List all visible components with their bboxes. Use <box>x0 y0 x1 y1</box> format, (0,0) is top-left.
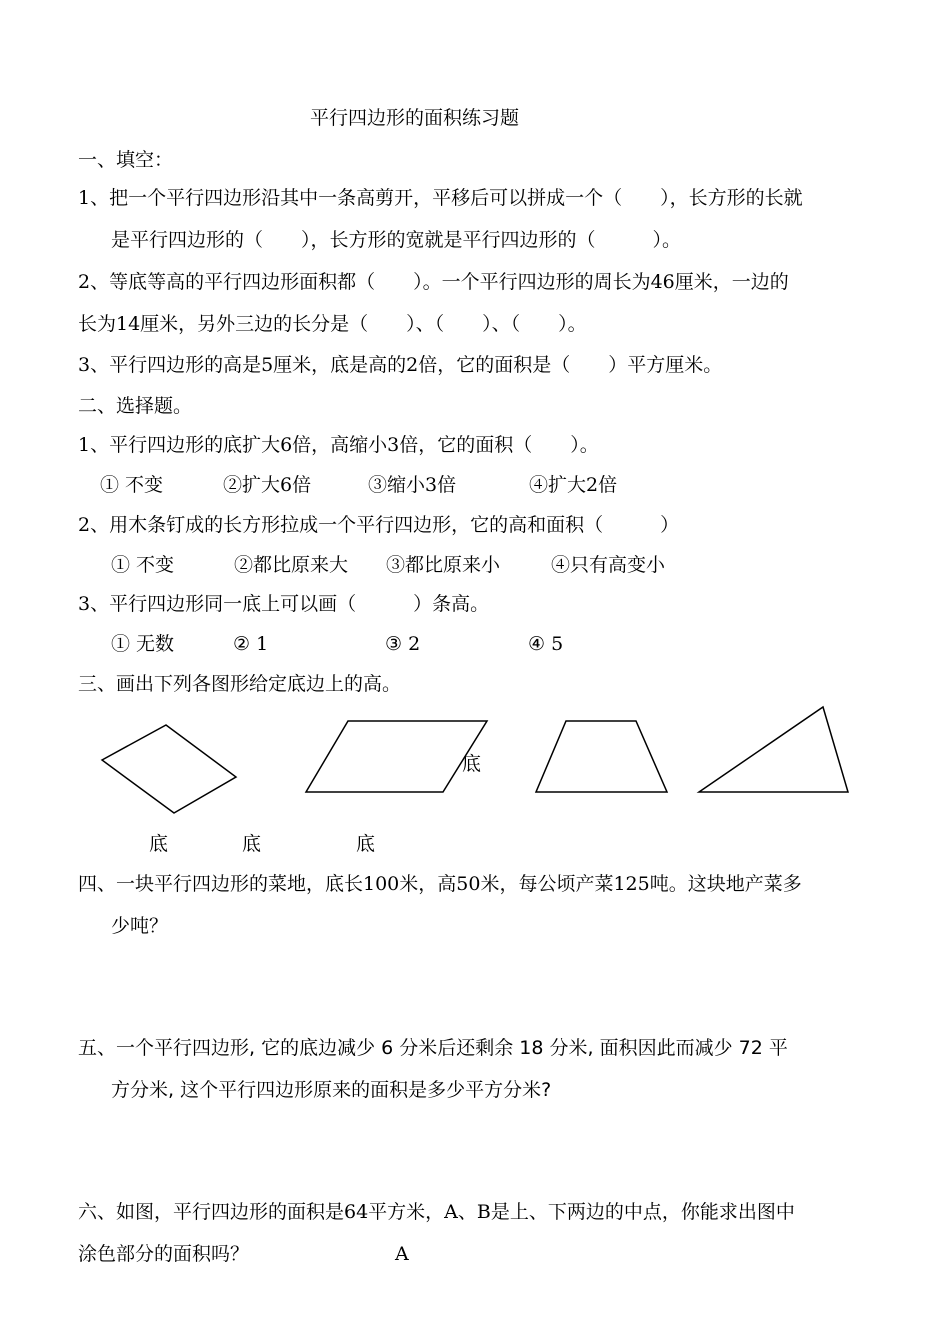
section-fill-blank-heading: 一、填空： <box>78 149 174 171</box>
fill-question-3: 3、平行四边形的高是5厘米，底是高的2倍，它的面积是（ ）平方厘米。 <box>78 354 723 376</box>
choice-1-option-b: ②扩大6倍 <box>223 474 312 496</box>
base-label-4: 底 <box>462 753 482 775</box>
page-title: 平行四边形的面积练习题 <box>310 107 520 129</box>
fill-question-2-line-2: 长为14厘米，另外三边的长分是（ ）、（ ）、（ ）。 <box>78 313 587 335</box>
word-problem-5-line-1: 五、一个平行四边形, 它的底边减少 6 分米后还剩余 18 分米, 面积因此而减少 72 平 <box>78 1037 788 1059</box>
choice-question-3-options <box>111 632 563 656</box>
choice-2-option-a: ① 不变 <box>111 554 175 576</box>
choice-1-option-c: ③缩小3倍 <box>368 474 457 496</box>
choice-3-option-a: ① 无数 <box>111 633 175 655</box>
choice-question-2-options <box>111 553 665 577</box>
word-problem-6-line-2: 涂色部分的面积吗？ <box>78 1243 250 1265</box>
base-label-3: 底 <box>356 833 376 855</box>
base-label-1: 底 <box>149 833 169 855</box>
word-problem-6-line-1: 六、如图，平行四边形的面积是64平方米，A、B是上、下两边的中点，你能求出图中 <box>78 1201 795 1223</box>
point-a-label: A <box>395 1243 409 1265</box>
choice-3-option-c: ③ 2 <box>385 633 421 655</box>
word-problem-5-line-2: 方分米, 这个平行四边形原来的面积是多少平方分米? <box>111 1079 552 1101</box>
choice-question-1: 1、平行四边形的底扩大6倍，高缩小3倍，它的面积（ ）。 <box>78 434 599 456</box>
choice-2-option-b: ②都比原来大 <box>234 554 349 576</box>
choice-3-option-b: ② 1 <box>233 633 269 655</box>
fill-question-2-line-1: 2、等底等高的平行四边形面积都（ ）。一个平行四边形的周长为46厘米，一边的 <box>78 271 789 293</box>
choice-2-option-c: ③都比原来小 <box>386 554 501 576</box>
fill-question-1-line-1: 1、把一个平行四边形沿其中一条高剪开，平移后可以拼成一个（ ），长方形的长就 <box>78 187 803 209</box>
fill-question-1-line-2: 是平行四边形的（ ），长方形的宽就是平行四边形的（ ）。 <box>111 229 682 251</box>
parallelogram-figure <box>306 721 487 792</box>
section-draw-height-heading: 三、画出下列各图形给定底边上的高。 <box>78 673 402 695</box>
choice-2-option-d: ④只有高变小 <box>551 554 666 576</box>
trapezoid-figure <box>536 721 667 792</box>
choice-question-2: 2、用木条钉成的长方形拉成一个平行四边形，它的高和面积（ ） <box>78 514 680 536</box>
choice-question-3: 3、平行四边形同一底上可以画（ ）条高。 <box>78 593 490 615</box>
rhombus-figure <box>102 725 236 813</box>
word-problem-4-line-2: 少吨？ <box>111 915 169 937</box>
section-choice-heading: 二、选择题。 <box>78 395 193 417</box>
choice-1-option-d: ④扩大2倍 <box>529 474 618 496</box>
choice-question-1-options <box>100 473 617 497</box>
choice-3-option-d: ④ 5 <box>528 633 564 655</box>
base-label-2: 底 <box>242 833 262 855</box>
choice-1-option-a: ① 不变 <box>100 474 164 496</box>
word-problem-4-line-1: 四、一块平行四边形的菜地，底长100米，高50米，每公顷产菜125吨。这块地产菜多 <box>78 873 802 895</box>
triangle-figure <box>699 707 848 792</box>
